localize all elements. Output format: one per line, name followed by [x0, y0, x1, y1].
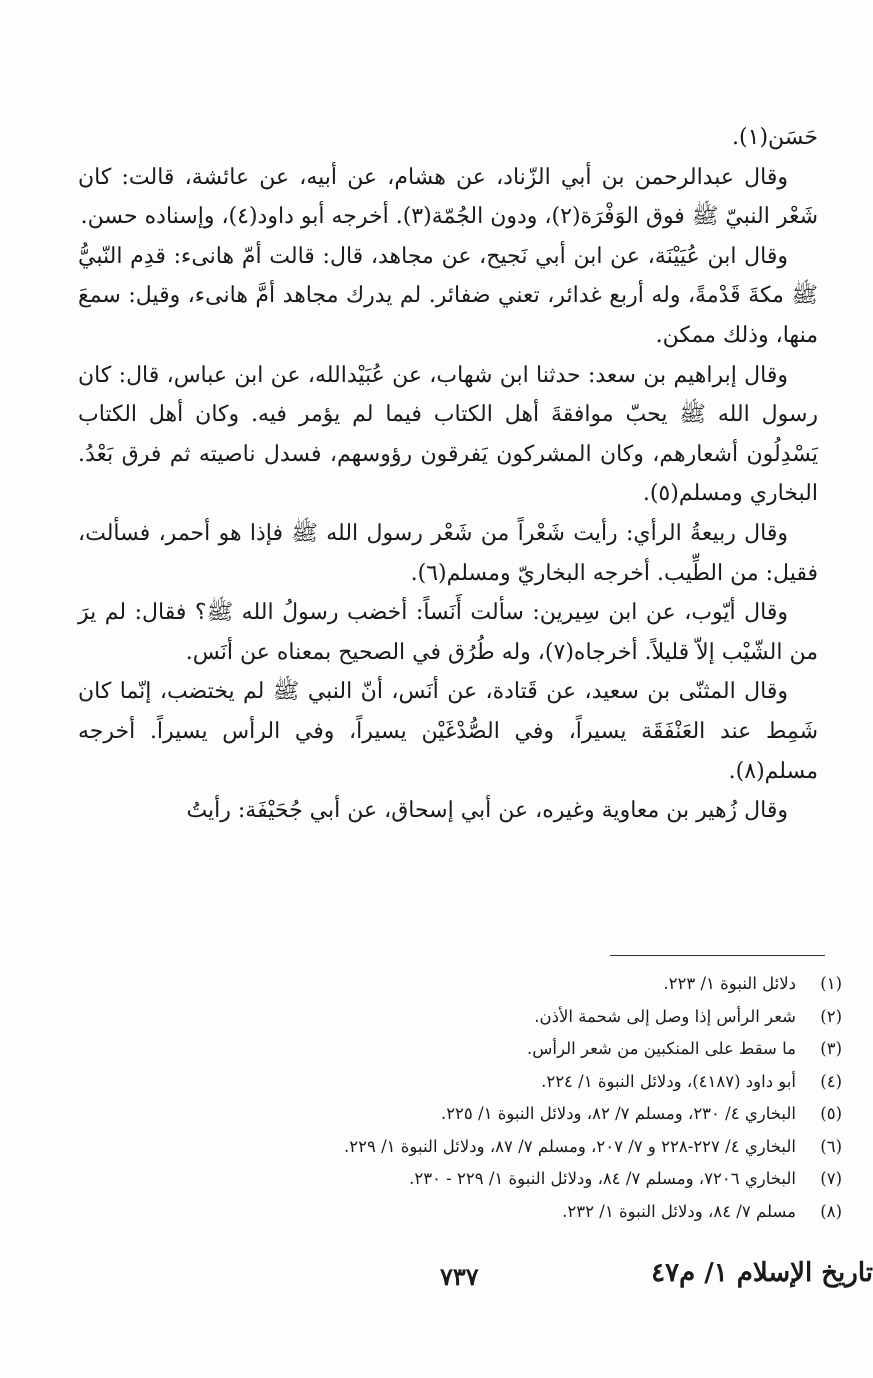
footnote-item — [120, 1163, 842, 1196]
paragraph: وقال زُهير بن معاوية وغيره، عن أبي إسحاق، عن أبي جُحَيْفَة: رأيتُ — [186, 798, 788, 824]
footnote-number: (٨) — [820, 1201, 842, 1221]
footnote-text: شعر الرأس إذا وصل إلى شحمة الأذن. — [534, 1006, 796, 1026]
footnote-item — [120, 1001, 842, 1034]
footnote-item — [120, 1098, 842, 1131]
paragraph: وقال إبراهيم بن سعد: حدثنا ابن شهاب، عن عُبَيْدالله، عن ابن عباس، قال: كان رسول الله ﷺ يحبّ موافقةَ أهل الكتاب فيما لم يؤمر فيه. وكان أهل الكتاب يَسْدِلُون أشعارهم، وكان المشركون يَفرقون رؤوسهم، فسدل ناصيته ثم فرق بَعْدُ. البخاري ومسلم(٥). — [78, 362, 818, 507]
paragraph: حَسَن(١). — [732, 125, 818, 150]
running-footer: تاريخ الإسلام ١/ م٤٧ — [651, 1258, 873, 1288]
footnote-text: دلائل النبوة ١/ ٢٢٣. — [663, 974, 796, 993]
paragraph: وقال ابن عُيَيْنَة، عن ابن أبي نَجيح، عن مجاهد، قال: قالت أمّ هانىء: قدِم النّبيُّ ﷺ مكةَ قَدْمةً، وله أربع غدائر، تعني ضفائر. لم يدرك مجاهد أمَّ هانىء، وقيل: سمعَ منها، وذلك ممكن. — [78, 243, 818, 348]
footnote-item — [120, 1196, 842, 1229]
footnote-number: (١) — [820, 974, 842, 993]
footnotes — [120, 968, 842, 1228]
footnote-text: مسلم ٧/ ٨٤، ودلائل النبوة ١/ ٢٣٢. — [562, 1201, 796, 1221]
footnote-number: (٥) — [820, 1104, 842, 1123]
footnote-number: (٧) — [820, 1169, 842, 1188]
footnote-text: أبو داود (٤١٨٧)، ودلائل النبوة ١/ ٢٢٤. — [541, 1071, 796, 1091]
footnote-item — [120, 1033, 842, 1066]
footnote-text: البخاري ٤/ ٢٢٧-٢٢٨ و ٧/ ٢٠٧، ومسلم ٧/ ٨٧، ودلائل النبوة ١/ ٢٢٩. — [344, 1136, 796, 1156]
paragraph: وقال ربيعةُ الرأي: رأيت شَعْراً من شَعْر رسول الله ﷺ فإذا هو أحمر، فسألت، فقيل: من الطِّيب. أخرجه البخاريّ ومسلم(٦). — [78, 520, 818, 586]
footnote-number: (٣) — [820, 1039, 842, 1058]
paragraph: وقال عبدالرحمن بن أبي الزّناد، عن هشام، عن أبيه، عن عائشة، قالت: كان شَعْر النبيّ ﷺ فوق الوَفْرَة(٢)، ودون الجُمّة(٣). أخرجه أبو داود(٤)، وإسناده حسن. — [78, 164, 818, 230]
main-text — [78, 118, 818, 831]
footnote-number: (٤) — [820, 1071, 842, 1091]
footnote-text: ما سقط على المنكبين من شعر الرأس. — [527, 1039, 796, 1058]
footnote-item — [120, 1066, 842, 1099]
footnote-number: (٦) — [820, 1136, 842, 1156]
paragraph: وقال أيّوب، عن ابن سِيرين: سألت أَنَساً: أخضب رسولُ الله ﷺ؟ فقال: لم يرَ من الشّيْب إلاّ قليلاً. أخرجاه(٧)، وله طُرُق في الصحيح بمعناه عن أنَس. — [78, 600, 818, 665]
footnote-item — [120, 1131, 842, 1164]
page-number: ٧٣٧ — [440, 1262, 479, 1291]
footnote-text: البخاري ٤/ ٢٣٠، ومسلم ٧/ ٨٢، ودلائل النبوة ١/ ٢٢٥. — [440, 1104, 796, 1123]
paragraph: وقال المثنّى بن سعيد، عن قَتادة، عن أنَس، أنّ النبي ﷺ لم يختضب، إنّما كان شَمِط عند العَنْفَقَة يسيراً، وفي الصُّدْغَيْن يسيراً، وفي الرأس يسيراً. أخرجه مسلم(٨). — [78, 679, 818, 784]
footnote-number: (٢) — [820, 1006, 842, 1026]
footnote-text: البخاري ٧٢٠٦، ومسلم ٧/ ٨٤، ودلائل النبوة ١/ ٢٢٩ - ٢٣٠. — [409, 1169, 796, 1188]
footnote-divider — [610, 955, 825, 956]
footnote-item — [120, 968, 842, 1001]
